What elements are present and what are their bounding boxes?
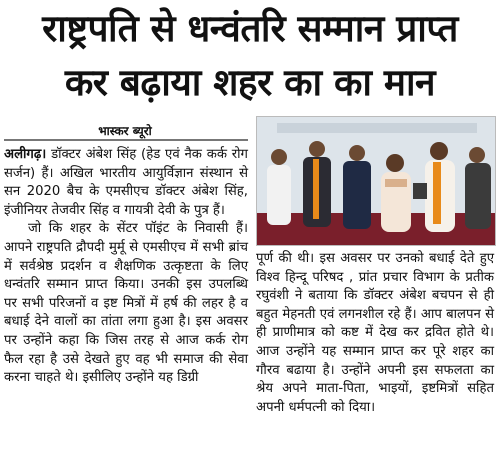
byline-divider [4,139,248,141]
article-column-2 [256,250,494,417]
paragraph-1-text: डॉक्टर अंबेश सिंह (हेड एवं नैक कर्क रोग सर्जन) हैं। अखिल भारतीय आयुर्विज्ञान संस्थान से सन 2020 बैच के एमसीएच डॉक्टर अंबेश सिंह, इंजीनियर तेजवीर सिंह व गायत्री देवी के पुत्र हैं। [4,147,248,218]
headline-line-1: राष्ट्रपति से धन्वंतरि सम्मान प्राप्त [42,7,458,50]
paragraph-2: जो कि शहर के सेंटर पॉइंट के निवासी हैं। आपने राष्ट्रपति द्रौपदी मुर्मू से एमसीएच में सभी ब्रांच में सर्वश्रेष्ठ प्रदर्शन व शैक्षणिक उत्कृष्टता के लिए धन्वंतरि सम्मान प्राप्त किया। उनकी इस उपलब्धि पर सभी परिजनों व इष्ट मित्रों में हर्ष की लहर है व बधाई देने वालों का तांता लगा हुआ है। इस अवसर पर उन्होंने कहा कि जिस तरह से आज कर्क रोग फैल रहा है उसे देखते हुए वह भी समाज की सेवा करना चाहते थे। इसीलिए उन्होंने यह डिग्री [4,221,248,386]
article-column-1 [4,146,248,388]
award-photo [256,116,496,246]
stage-backdrop [257,213,495,245]
award-plaque [413,183,427,199]
award-ceremony-image [257,117,495,245]
sash [433,162,441,224]
byline: भास्कर ब्यूरो [98,124,152,138]
paragraph-3: पूर्ण की थी। इस अवसर पर उनको बधाई देते हुए विश्व हिन्दू परिषद , प्रांत प्रचार विभाग के प्रतीक रघुवंशी ने बताया कि डॉक्टर अंबेश बचपन से ही बहुत मेहनती एवं लगनशील रहे हैं। आप बालपन से ही प्राणीमात्र को कष्ट में देख कर द्रवित होते थे। आज उन्होंने यह सम्मान प्राप्त कर पूरे शहर का गौरव बढाया है। उन्होंने अपनी इस सफलता का श्रेय अपने माता-पिता, भाइयों, इष्टमित्रों सहित अपनी धर्मपत्नी को दिया। [256,251,494,415]
headline-line-2: कर बढ़ाया शहर का का मान [64,61,436,104]
dateline: अलीगढ़। [4,147,47,162]
paragraph-1 [4,146,248,220]
